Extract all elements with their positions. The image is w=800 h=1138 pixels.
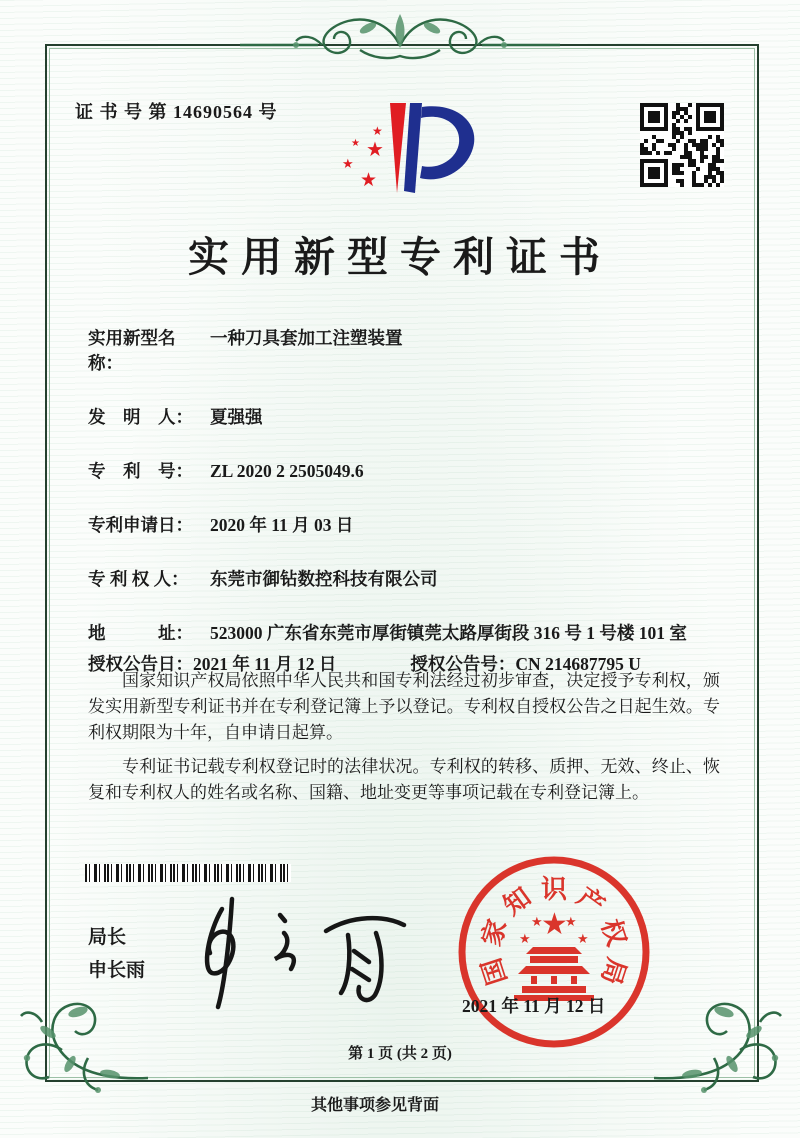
field-row-name — [88, 326, 720, 376]
field-row-patent-number — [88, 459, 720, 484]
svg-text:★: ★ — [519, 932, 531, 947]
barcode — [85, 864, 291, 882]
field-value: 东莞市御钻数控科技有限公司 — [210, 569, 438, 589]
signer-block — [88, 921, 145, 987]
grant-number-value: CN 214687795 U — [515, 654, 641, 674]
certificate-number: 证 书 号 第 14690564 号 — [75, 102, 278, 122]
svg-text:★: ★ — [342, 157, 354, 172]
seal-date: 2021 年 11 月 12 日 — [462, 996, 606, 1016]
svg-text:★: ★ — [531, 915, 543, 930]
svg-text:★: ★ — [372, 124, 383, 138]
cnipa-logo — [330, 100, 480, 198]
svg-text:★: ★ — [360, 169, 378, 191]
official-seal — [452, 850, 656, 1054]
back-side-note: 其他事项参见背面 — [310, 1097, 439, 1114]
page-number: 第 1 页 (共 2 页) — [348, 1046, 452, 1062]
field-label: 地 址： — [88, 623, 193, 643]
seal-char: 产 — [571, 882, 610, 921]
logo-blue-bar — [404, 103, 422, 193]
qr-code — [640, 102, 724, 188]
seal-char: 知 — [498, 882, 537, 921]
field-row-filing-date — [88, 513, 720, 538]
field-label: 专利申请日： — [88, 515, 193, 535]
certificate-title: 实用新型专利证书 — [188, 234, 612, 280]
seal-char: 权 — [595, 915, 632, 950]
seal-char: 识 — [540, 875, 568, 904]
svg-text:★: ★ — [565, 915, 577, 930]
seal-national-emblem — [514, 907, 594, 1001]
seal-char: 国 — [476, 954, 513, 989]
field-label: 发 明 人： — [88, 407, 193, 427]
field-value: 2020 年 11 月 03 日 — [210, 515, 354, 535]
grant-date-value: 2021 年 11 月 12 日 — [193, 654, 337, 674]
field-label: 专 利 号： — [88, 461, 193, 481]
signer-title: 局长 — [88, 927, 127, 948]
svg-text:★: ★ — [366, 137, 384, 161]
field-list — [88, 326, 720, 677]
field-label: 专 利 权 人： — [88, 569, 189, 589]
field-value: 一种刀具套加工注塑装置 — [210, 328, 403, 348]
logo-stars — [342, 124, 384, 191]
seal-char: 局 — [595, 954, 632, 989]
field-row-patentee — [88, 567, 720, 592]
signer-name: 申长雨 — [88, 960, 146, 981]
svg-text:★: ★ — [577, 932, 589, 947]
legal-paragraph-1: 国家知识产权局依照中华人民共和国专利法经过初步审查，决定授予专利权，颁发实用新型专利证书并在专利登记簿上予以登记。专利权自授权公告之日起生效。专利权期限为十年，自申请日起算。 — [88, 671, 720, 742]
seal-char: 家 — [476, 915, 513, 950]
top-flourish-ornament — [240, 6, 560, 64]
legal-text — [88, 668, 720, 814]
svg-text:★: ★ — [351, 138, 360, 149]
grant-date-label: 授权公告日： — [88, 654, 193, 674]
field-value: 夏强强 — [210, 407, 263, 427]
field-value: 523000 广东省东莞市厚街镇莞太路厚街段 316 号 1 号楼 101 室 — [210, 623, 687, 643]
field-row-address — [88, 621, 720, 646]
legal-paragraph-2: 专利证书记载专利权登记时的法律状况。专利权的转移、质押、无效、终止、恢复和专利权人的姓名或名称、国籍、地址变更等事项记载在专利登记簿上。 — [88, 757, 720, 802]
field-label: 实用新型名称： — [88, 328, 176, 373]
grant-number-label: 授权公告号： — [410, 654, 516, 674]
logo-blue-p-bowl — [420, 106, 474, 179]
logo-red-wedge — [390, 103, 406, 193]
svg-text:★: ★ — [541, 907, 568, 942]
signature-handwriting — [178, 893, 418, 1013]
field-value: ZL 2020 2 2505049.6 — [210, 461, 364, 481]
field-row-inventor — [88, 405, 720, 430]
